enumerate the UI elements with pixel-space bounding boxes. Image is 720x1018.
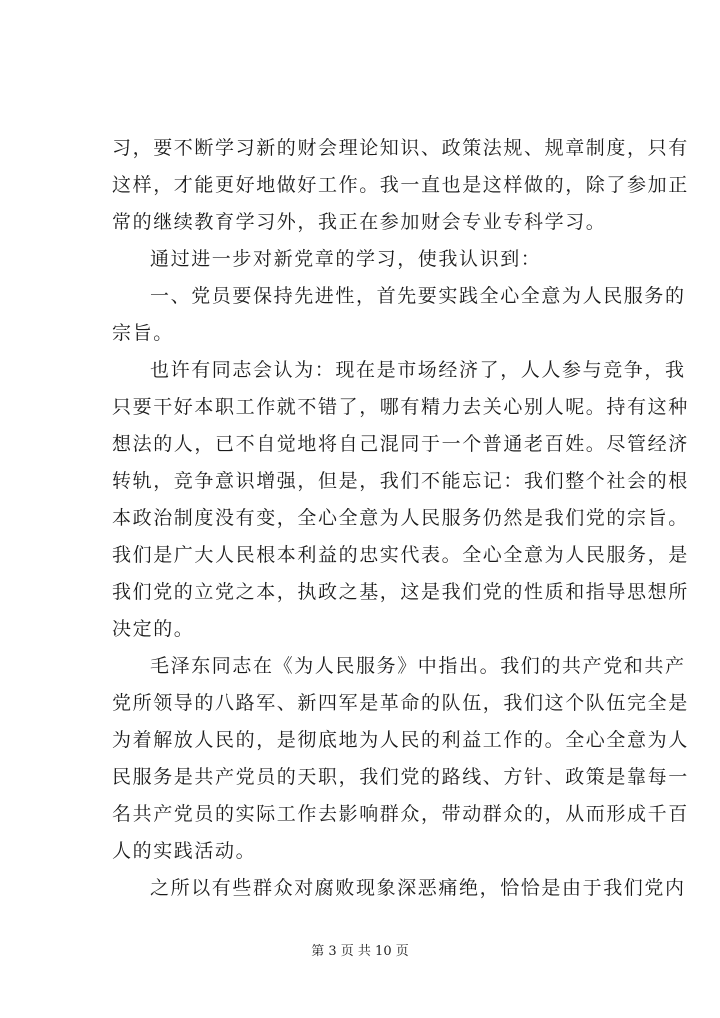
text-line: 我们党的立党之本，执政之基，这是我们党的性质和指导思想所 <box>112 581 689 603</box>
text-line: 我们是广大人民根本利益的忠实代表。全心全意为人民服务，是 <box>112 544 689 566</box>
text-line: 习，要不断学习新的财会理论知识、政策法规、规章制度，只有 <box>112 137 689 159</box>
text-line: 这样，才能更好地做好工作。我一直也是这样做的，除了参加正 <box>112 174 689 196</box>
text-line: 常的继续教育学习外，我正在参加财会专业专科学习。 <box>112 211 607 233</box>
text-line: 名共产党员的实际工作去影响群众，带动群众的，从而形成千百 <box>112 803 689 825</box>
text-line: 人的实践活动。 <box>112 840 257 862</box>
text-line: 为着解放人民的，是彻底地为人民的利益工作的。全心全意为人 <box>112 729 689 751</box>
paragraph-start-line: 毛泽东同志在《为人民服务》中指出。我们的共产党和共产 <box>150 655 686 677</box>
paragraph-start-line: 也许有同志会认为：现在是市场经济了，人人参与竞争，我 <box>150 359 686 381</box>
text-line: 本政治制度没有变，全心全意为人民服务仍然是我们党的宗旨。 <box>112 507 689 529</box>
paragraph-start-line: 通过进一步对新党章的学习，使我认识到： <box>150 248 542 270</box>
text-line: 党所领导的八路军、新四军是革命的队伍，我们这个队伍完全是 <box>112 692 689 714</box>
text-line: 只要干好本职工作就不错了，哪有精力去关心别人呢。持有这种 <box>112 396 689 418</box>
text-line: 想法的人，已不自觉地将自己混同于一个普通老百姓。尽管经济 <box>112 433 689 455</box>
section-heading-line: 一、党员要保持先进性，首先要实践全心全意为人民服务的 <box>150 285 686 307</box>
page-number-footer: 第 3 页 共 10 页 <box>311 944 409 959</box>
paragraph-start-line: 之所以有些群众对腐败现象深恶痛绝，恰恰是由于我们党内 <box>150 877 686 899</box>
document-body <box>112 130 689 907</box>
text-line: 民服务是共产党员的天职，我们党的路线、方针、政策是靠每一 <box>112 766 689 788</box>
text-line: 宗旨。 <box>112 322 174 344</box>
text-line: 转轨，竞争意识增强，但是，我们不能忘记：我们整个社会的根 <box>112 470 689 492</box>
text-line: 决定的。 <box>112 618 195 640</box>
